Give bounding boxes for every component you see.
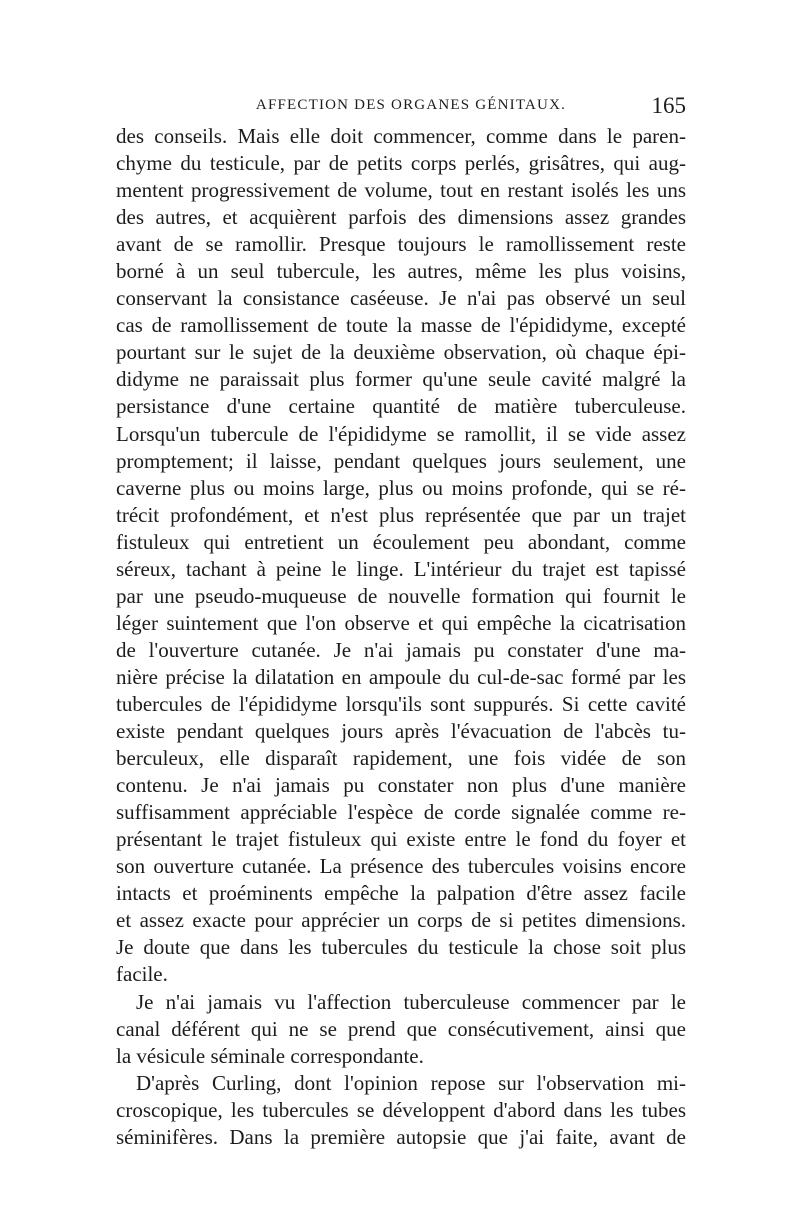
text-line: des autres, et acquièrent parfois des dimensions assez grandes	[116, 205, 686, 230]
text-line: léger suintement que l'on observe et qui empêche la cicatrisation	[116, 610, 686, 635]
text-line: de l'ouverture cutanée. Je n'ai jamais pu constater d'une ma-	[116, 637, 686, 662]
text-line: séreux, tachant à peine le linge. L'intérieur du trajet est tapissé	[116, 556, 686, 581]
text-line: fistuleux qui entretient un écoulement peu abondant, comme	[116, 529, 686, 554]
text-line: présentant le trajet fistuleux qui existe entre le fond du foyer et	[116, 827, 686, 852]
text-line: Je n'ai jamais vu l'affection tuberculeuse commencer par le	[136, 989, 686, 1014]
text-line: canal déférent qui ne se prend que consécutivement, ainsi que	[116, 1016, 686, 1041]
paragraph-2	[116, 989, 686, 1070]
text-line: croscopique, les tubercules se développent d'abord dans les tubes	[116, 1097, 686, 1122]
text-line: cas de ramollissement de toute la masse de l'épididyme, excepté	[116, 313, 686, 338]
text-line: berculeux, elle disparaît rapidement, une fois vidée de son	[116, 746, 686, 771]
text-line: promptement; il laisse, pendant quelques jours seulement, une	[116, 448, 686, 473]
paragraph-3	[116, 1070, 686, 1151]
text-line: intacts et proéminents empêche la palpation d'être assez facile	[116, 881, 686, 906]
text-line: D'après Curling, dont l'opinion repose sur l'observation mi-	[136, 1070, 686, 1095]
text-line: caverne plus ou moins large, plus ou moins profonde, qui se ré-	[116, 475, 686, 500]
text-line: trécit profondément, et n'est plus représentée que par un trajet	[116, 502, 686, 527]
text-line: persistance d'une certaine quantité de matière tuberculeuse.	[116, 394, 686, 419]
text-line: suffisamment appréciable l'espèce de corde signalée comme re-	[116, 800, 686, 825]
text-line: tubercules de l'épididyme lorsqu'ils sont suppurés. Si cette cavité	[116, 691, 686, 716]
text-line: mentent progressivement de volume, tout en restant isolés les uns	[116, 178, 686, 203]
running-title: AFFECTION DES ORGANES GÉNITAUX.	[255, 97, 567, 113]
text-line: borné à un seul tubercule, les autres, même les plus voisins,	[116, 259, 686, 284]
text-line: existe pendant quelques jours après l'évacuation de l'abcès tu-	[116, 719, 686, 744]
text-line: et assez exacte pour apprécier un corps de si petites dimensions.	[116, 908, 686, 933]
text-line: son ouverture cutanée. La présence des tubercules voisins encore	[116, 854, 686, 879]
page-number: 165	[651, 93, 686, 118]
text-line: conservant la consistance caséeuse. Je n'ai pas observé un seul	[116, 286, 686, 311]
text-line: des conseils. Mais elle doit commencer, comme dans le paren-	[116, 124, 686, 148]
text-line: chyme du testicule, par de petits corps perlés, grisâtres, qui aug-	[116, 151, 686, 176]
text-line: didyme ne paraissait plus former qu'une seule cavité malgré la	[116, 367, 686, 392]
running-head	[116, 95, 686, 119]
text-line: avant de se ramollir. Presque toujours le ramollissement reste	[116, 232, 686, 257]
body-text	[116, 123, 686, 1151]
text-line: nière précise la dilatation en ampoule du cul-de-sac formé par les	[116, 664, 686, 689]
text-line: Lorsqu'un tubercule de l'épididyme se ramollit, il se vide assez	[116, 421, 686, 446]
text-line: facile.	[116, 962, 168, 987]
text-line: par une pseudo-muqueuse de nouvelle formation qui fournit le	[116, 583, 686, 608]
paragraph-1	[116, 123, 686, 989]
text-line: séminifères. Dans la première autopsie que j'ai faite, avant de	[116, 1124, 686, 1149]
text-line: la vésicule séminale correspondante.	[116, 1043, 424, 1068]
text-line: pourtant sur le sujet de la deuxième observation, où chaque épi-	[116, 340, 686, 365]
text-line: Je doute que dans les tubercules du testicule la chose soit plus	[116, 935, 686, 960]
text-line: contenu. Je n'ai jamais pu constater non plus d'une manière	[116, 773, 686, 798]
